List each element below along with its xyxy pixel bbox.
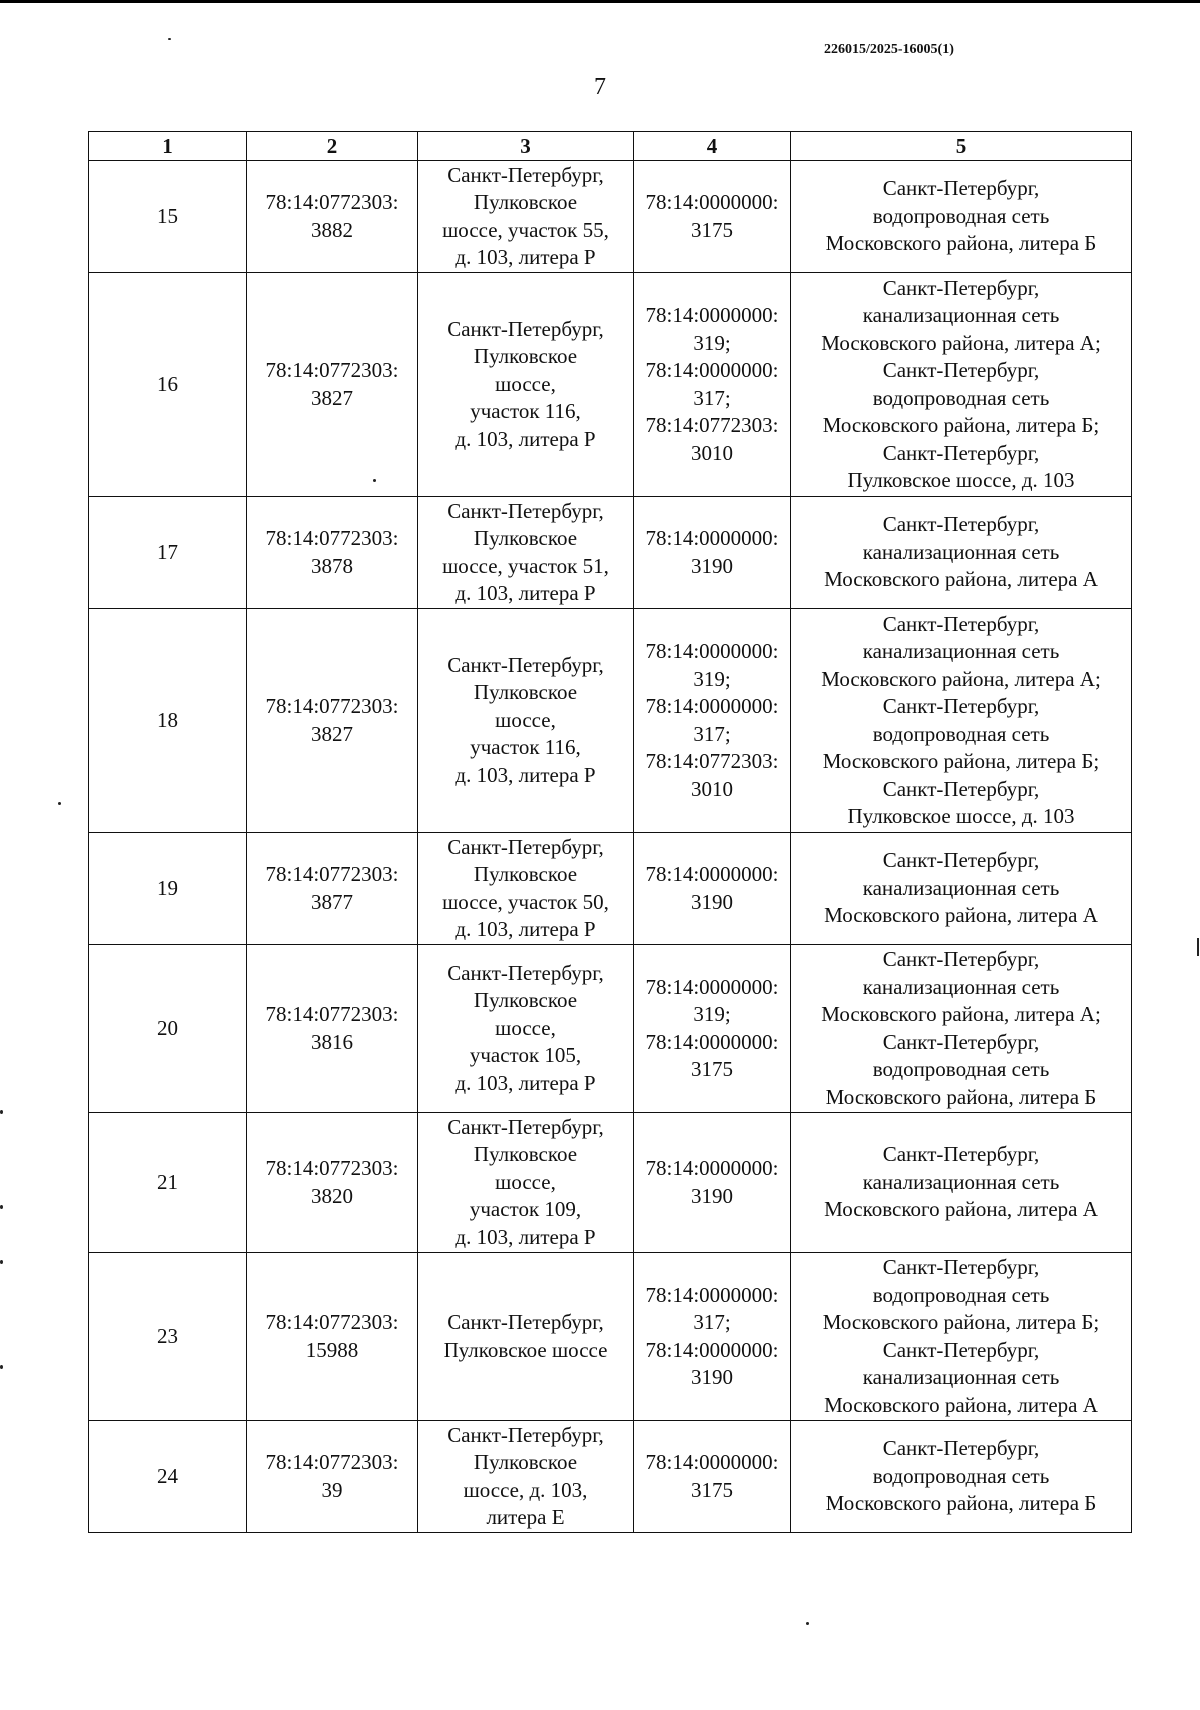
cell-line: Московского района, литера А [824, 1197, 1098, 1222]
cell-line: Пулковское шоссе, д. 103 [847, 804, 1075, 828]
cell-cadastral-number [247, 1421, 418, 1533]
cell-line: Московского района, литера Б [825, 231, 1097, 256]
cell-line: 78:14:0000000: [645, 1156, 779, 1180]
cell-line: Московского района, литера А [824, 903, 1098, 928]
cell-line: 3175 [691, 217, 733, 242]
cell-line: 15988 [305, 1337, 359, 1362]
cell-number: 24 [89, 1421, 247, 1533]
cell-cadastral-number [247, 945, 418, 1113]
cell-line: 78:14:0000000: [645, 1450, 779, 1474]
cell-line: 317; [693, 1310, 731, 1334]
cell-address [418, 161, 634, 273]
cell-line: 78:14:0772303: [645, 749, 779, 773]
cell-line: Санкт-Петербург, [882, 275, 1040, 300]
page-top-border [0, 0, 1200, 3]
cell-line: Пулковское [473, 988, 578, 1013]
cell-line: 78:14:0772303: [265, 190, 399, 214]
cell-number: 15 [89, 161, 247, 273]
cell-line: Санкт-Петербург, [882, 1255, 1040, 1279]
cell-line: д. 103, литера Р [455, 245, 596, 269]
cell-line: 39 [321, 1477, 343, 1502]
cell-network [791, 833, 1132, 945]
cell-line: водопроводная сеть [872, 721, 1050, 746]
cell-line: Пулковское шоссе, д. 103 [847, 468, 1075, 492]
cell-line: Московского района, литера А; [821, 1002, 1101, 1026]
cell-line: Пулковское [473, 1450, 578, 1474]
cell-line: Санкт-Петербург, [882, 1436, 1040, 1461]
cell-network [791, 1421, 1132, 1533]
table-row [89, 1253, 1132, 1421]
cell-line: д. 103, литера Р [455, 1224, 596, 1249]
header-row [89, 132, 1132, 161]
cell-line: 78:14:0000000: [645, 303, 779, 327]
document-number: 226015/2025-16005(1) [824, 42, 954, 57]
cell-line: 319; [693, 666, 731, 691]
column-header: 3 [418, 132, 634, 161]
cell-line: шоссе, [495, 707, 556, 732]
cell-line: 78:14:0000000: [645, 1282, 779, 1307]
cell-line: 78:14:0000000: [645, 639, 779, 663]
cell-line: Московского района, литера А [824, 1392, 1098, 1417]
cell-line: Санкт-Петербург, [882, 440, 1040, 465]
scan-speck [0, 1205, 3, 1209]
cell-line: Санкт-Петербург, [882, 1029, 1040, 1054]
cell-line: Пулковское [473, 190, 578, 214]
cell-line: канализационная сеть [862, 974, 1060, 999]
scan-speck [168, 38, 171, 40]
cell-line: Санкт-Петербург, [882, 1337, 1040, 1362]
cell-address [418, 945, 634, 1113]
table-row [89, 945, 1132, 1113]
cell-line: участок 116, [470, 735, 581, 760]
cell-line: Санкт-Петербург, [447, 960, 604, 985]
cell-line: канализационная сеть [862, 539, 1060, 564]
cell-line: 3816 [311, 1029, 353, 1054]
cell-network [791, 161, 1132, 273]
table-row [89, 273, 1132, 497]
cell-number: 19 [89, 833, 247, 945]
cell-line: шоссе, д. 103, [463, 1477, 588, 1502]
cell-line: Санкт-Петербург, [882, 947, 1040, 971]
cell-line: Санкт-Петербург, [882, 1142, 1040, 1167]
cell-related-cadastral [634, 273, 791, 497]
table-row [89, 1113, 1132, 1253]
cell-line: 78:14:0000000: [645, 1337, 779, 1362]
cell-number: 23 [89, 1253, 247, 1421]
cell-line: 317; [693, 721, 731, 746]
cell-line: 78:14:0772303: [265, 1450, 399, 1474]
cell-network [791, 1253, 1132, 1421]
cell-network [791, 273, 1132, 497]
cell-number: 17 [89, 497, 247, 609]
cell-line: Пулковское [473, 680, 578, 705]
cell-line: 3010 [691, 440, 733, 465]
cell-cadastral-number [247, 1113, 418, 1253]
cell-line: 3175 [691, 1057, 733, 1081]
cell-line: водопроводная сеть [872, 1057, 1050, 1081]
page-number: 7 [594, 74, 606, 100]
cell-line: Санкт-Петербург, [882, 776, 1040, 801]
cell-line: Санкт-Петербург, [447, 652, 604, 677]
cell-number: 21 [89, 1113, 247, 1253]
cell-address [418, 273, 634, 497]
cell-line: канализационная сеть [862, 875, 1060, 900]
cell-line: д. 103, литера Р [455, 1070, 596, 1095]
cell-line: канализационная сеть [862, 1169, 1060, 1194]
cell-line: Московского района, литера Б [825, 1491, 1097, 1516]
cell-line: Пулковское [473, 862, 578, 886]
cell-line: шоссе, участок 50, [442, 889, 609, 914]
cell-line: Санкт-Петербург, [447, 498, 604, 523]
cell-line: Санкт-Петербург, [882, 848, 1040, 873]
cell-line: 317; [693, 385, 731, 410]
cell-line: 78:14:0772303: [265, 862, 399, 886]
table-row [89, 497, 1132, 609]
cell-related-cadastral [634, 945, 791, 1113]
cell-line: Санкт-Петербург, [882, 512, 1040, 537]
cell-line: 78:14:0000000: [645, 974, 779, 999]
cell-line: водопроводная сеть [872, 203, 1050, 228]
cell-line: 3190 [691, 889, 733, 914]
scan-speck [0, 1260, 3, 1264]
cell-line: Пулковское [473, 526, 578, 550]
cell-cadastral-number [247, 833, 418, 945]
cell-line: Санкт-Петербург, [447, 834, 604, 859]
cell-line: Санкт-Петербург, [447, 1310, 604, 1334]
cell-line: 3882 [311, 217, 353, 242]
cell-line: 3820 [311, 1183, 353, 1208]
cell-related-cadastral [634, 1113, 791, 1253]
cell-line: Московского района, литера А [824, 567, 1098, 592]
cell-line: Санкт-Петербург, [447, 1114, 604, 1139]
cell-line: Санкт-Петербург, [447, 1422, 604, 1447]
cell-cadastral-number [247, 1253, 418, 1421]
cell-line: 78:14:0772303: [265, 1156, 399, 1180]
scan-speck [1197, 938, 1199, 956]
cell-line: 3877 [311, 889, 353, 914]
cell-network [791, 1113, 1132, 1253]
cell-line: Санкт-Петербург, [447, 316, 604, 341]
cell-line: 78:14:0000000: [645, 862, 779, 886]
cell-related-cadastral [634, 1253, 791, 1421]
cell-line: 78:14:0000000: [645, 694, 779, 718]
cell-line: участок 109, [469, 1197, 582, 1222]
cell-cadastral-number [247, 273, 418, 497]
cell-line: 3878 [311, 553, 353, 578]
cell-line: Санкт-Петербург, [882, 694, 1040, 718]
cell-line: шоссе, [495, 1169, 556, 1194]
table-row [89, 833, 1132, 945]
cell-line: шоссе, [495, 1015, 556, 1040]
cell-line: 3827 [311, 385, 353, 410]
scan-speck [0, 1110, 3, 1114]
cell-line: канализационная сеть [862, 1365, 1060, 1389]
cell-line: водопроводная сеть [872, 1463, 1050, 1488]
cell-line: Пулковское [473, 1142, 578, 1167]
cell-line: Санкт-Петербург, [447, 162, 604, 187]
cell-number: 20 [89, 945, 247, 1113]
cell-line: 319; [693, 330, 731, 355]
cell-line: д. 103, литера Р [455, 917, 596, 941]
cell-line: 78:14:0000000: [645, 358, 779, 382]
cell-network [791, 945, 1132, 1113]
cell-related-cadastral [634, 1421, 791, 1533]
cell-line: 3010 [691, 776, 733, 801]
cell-address [418, 497, 634, 609]
cell-line: шоссе, участок 51, [442, 553, 609, 578]
cell-line: канализационная сеть [862, 639, 1060, 663]
cell-number: 18 [89, 609, 247, 833]
cell-line: 78:14:0772303: [265, 1310, 399, 1334]
cell-cadastral-number [247, 497, 418, 609]
cell-line: участок 105, [469, 1043, 582, 1068]
cell-line: Московского района, литера Б; [822, 413, 1100, 437]
column-header: 4 [634, 132, 791, 161]
cell-line: 3827 [311, 721, 353, 746]
cell-line: литера Е [486, 1505, 565, 1529]
cell-line: д. 103, литера Р [455, 581, 596, 605]
scan-speck [58, 802, 61, 805]
cell-line: 78:14:0772303: [265, 1002, 399, 1026]
cell-line: водопроводная сеть [872, 385, 1050, 410]
cell-line: 3175 [691, 1477, 733, 1502]
scan-speck [0, 1365, 3, 1369]
registry-table [88, 131, 1132, 1533]
cell-related-cadastral [634, 497, 791, 609]
cell-network [791, 497, 1132, 609]
table-row [89, 609, 1132, 833]
cell-line: 78:14:0772303: [265, 694, 399, 718]
cell-line: водопроводная сеть [872, 1282, 1050, 1307]
cell-address [418, 833, 634, 945]
cell-number: 16 [89, 273, 247, 497]
cell-related-cadastral [634, 161, 791, 273]
cell-line: 78:14:0000000: [645, 190, 779, 214]
cell-related-cadastral [634, 609, 791, 833]
column-header: 5 [791, 132, 1132, 161]
cell-line: участок 116, [470, 399, 581, 424]
cell-line: 3190 [691, 1183, 733, 1208]
cell-address [418, 1253, 634, 1421]
cell-cadastral-number [247, 609, 418, 833]
cell-line: Пулковское [473, 344, 578, 369]
cell-line: Московского района, литера Б; [822, 1310, 1100, 1334]
cell-line: Московского района, литера Б; [822, 749, 1100, 773]
cell-line: 3190 [691, 553, 733, 578]
cell-related-cadastral [634, 833, 791, 945]
cell-address [418, 1113, 634, 1253]
column-header: 1 [89, 132, 247, 161]
scan-speck [806, 1622, 809, 1625]
cell-address [418, 609, 634, 833]
cell-line: 78:14:0772303: [645, 413, 779, 437]
cell-line: Санкт-Петербург, [882, 611, 1040, 636]
cell-line: Московского района, литера А; [821, 666, 1101, 691]
cell-line: 78:14:0000000: [645, 1029, 779, 1054]
cell-line: шоссе, участок 55, [442, 217, 609, 242]
cell-line: Московского района, литера А; [821, 330, 1101, 355]
cell-line: 3190 [691, 1365, 733, 1389]
cell-network [791, 609, 1132, 833]
cell-line: 319; [693, 1002, 731, 1026]
cell-line: Санкт-Петербург, [882, 176, 1040, 201]
cell-line: 78:14:0772303: [265, 358, 399, 382]
cell-line: Санкт-Петербург, [882, 358, 1040, 382]
cell-line: Пулковское шоссе [443, 1337, 608, 1362]
table-row [89, 1421, 1132, 1533]
column-header: 2 [247, 132, 418, 161]
cell-line: д. 103, литера Р [455, 762, 596, 787]
cell-line: 78:14:0000000: [645, 526, 779, 550]
cell-address [418, 1421, 634, 1533]
table-row [89, 161, 1132, 273]
cell-line: канализационная сеть [862, 303, 1060, 327]
cell-line: 78:14:0772303: [265, 526, 399, 550]
cell-line: д. 103, литера Р [455, 426, 596, 451]
cell-line: Московского района, литера Б [825, 1084, 1097, 1109]
cell-cadastral-number [247, 161, 418, 273]
cell-line: шоссе, [495, 371, 556, 396]
